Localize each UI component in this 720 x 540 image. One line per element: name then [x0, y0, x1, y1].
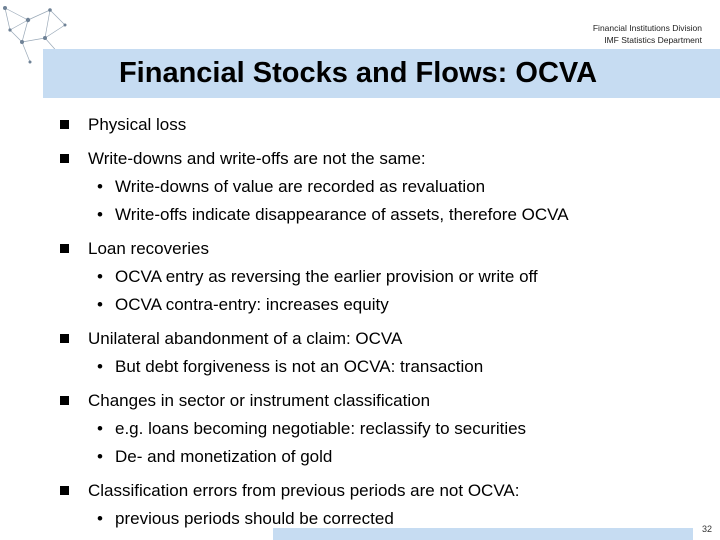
sub-bullet-item [88, 507, 700, 530]
header-department: IMF Statistics Department [604, 35, 702, 45]
bullet-item [60, 327, 700, 378]
bullet-item [60, 147, 700, 226]
dot-bullet-icon: • [97, 509, 103, 528]
sub-bullet-item [88, 265, 700, 288]
bullet-text: Loan recoveries [88, 239, 209, 258]
sub-bullet-text: OCVA contra-entry: increases equity [115, 295, 389, 314]
bullet-text: Changes in sector or instrument classification [88, 391, 431, 410]
bullet-item [60, 389, 700, 468]
sub-bullet-item [88, 355, 700, 378]
sub-bullet-item [88, 175, 700, 198]
header-division: Financial Institutions Division [592, 23, 702, 33]
bullet-list [60, 113, 700, 540]
square-bullet-icon [60, 244, 69, 253]
dot-bullet-icon: • [97, 177, 103, 196]
square-bullet-icon [60, 334, 69, 343]
dot-bullet-icon: • [97, 295, 103, 314]
dot-bullet-icon: • [97, 267, 103, 286]
footer-bar [273, 528, 693, 540]
square-bullet-icon [60, 396, 69, 405]
dot-bullet-icon: • [97, 419, 103, 438]
sub-bullet-text: previous periods should be corrected [115, 509, 394, 528]
square-bullet-icon [60, 154, 69, 163]
sub-bullet-text: But debt forgiveness is not an OCVA: transaction [115, 357, 484, 376]
bullet-text: Write-downs and write-offs are not the same: [88, 149, 426, 168]
slide-title: Financial Stocks and Flows: OCVA [118, 57, 598, 89]
bullet-text: Physical loss [88, 115, 187, 134]
bullet-text: Classification errors from previous periods are not OCVA: [88, 481, 520, 500]
dot-bullet-icon: • [97, 447, 103, 466]
bullet-item [60, 113, 700, 136]
sub-bullet-item [88, 417, 700, 440]
header-organization [593, 22, 702, 46]
square-bullet-icon [60, 120, 69, 129]
sub-bullet-text: OCVA entry as reversing the earlier provision or write off [115, 267, 538, 286]
sub-bullet-text: De- and monetization of gold [115, 447, 333, 466]
dot-bullet-icon: • [97, 357, 103, 376]
dot-bullet-icon: • [97, 205, 103, 224]
page-number: 32 [701, 524, 712, 534]
bullet-item [60, 479, 700, 530]
sub-bullet-item [88, 293, 700, 316]
sub-bullet-text: Write-downs of value are recorded as revaluation [115, 177, 486, 196]
square-bullet-icon [60, 486, 69, 495]
sub-bullet-item [88, 445, 700, 468]
sub-bullet-text: e.g. loans becoming negotiable: reclassify to securities [115, 419, 527, 438]
bullet-text: Unilateral abandonment of a claim: OCVA [88, 329, 403, 348]
sub-bullet-text: Write-offs indicate disappearance of assets, therefore OCVA [115, 205, 569, 224]
bullet-item [60, 237, 700, 316]
sub-bullet-item [88, 203, 700, 226]
